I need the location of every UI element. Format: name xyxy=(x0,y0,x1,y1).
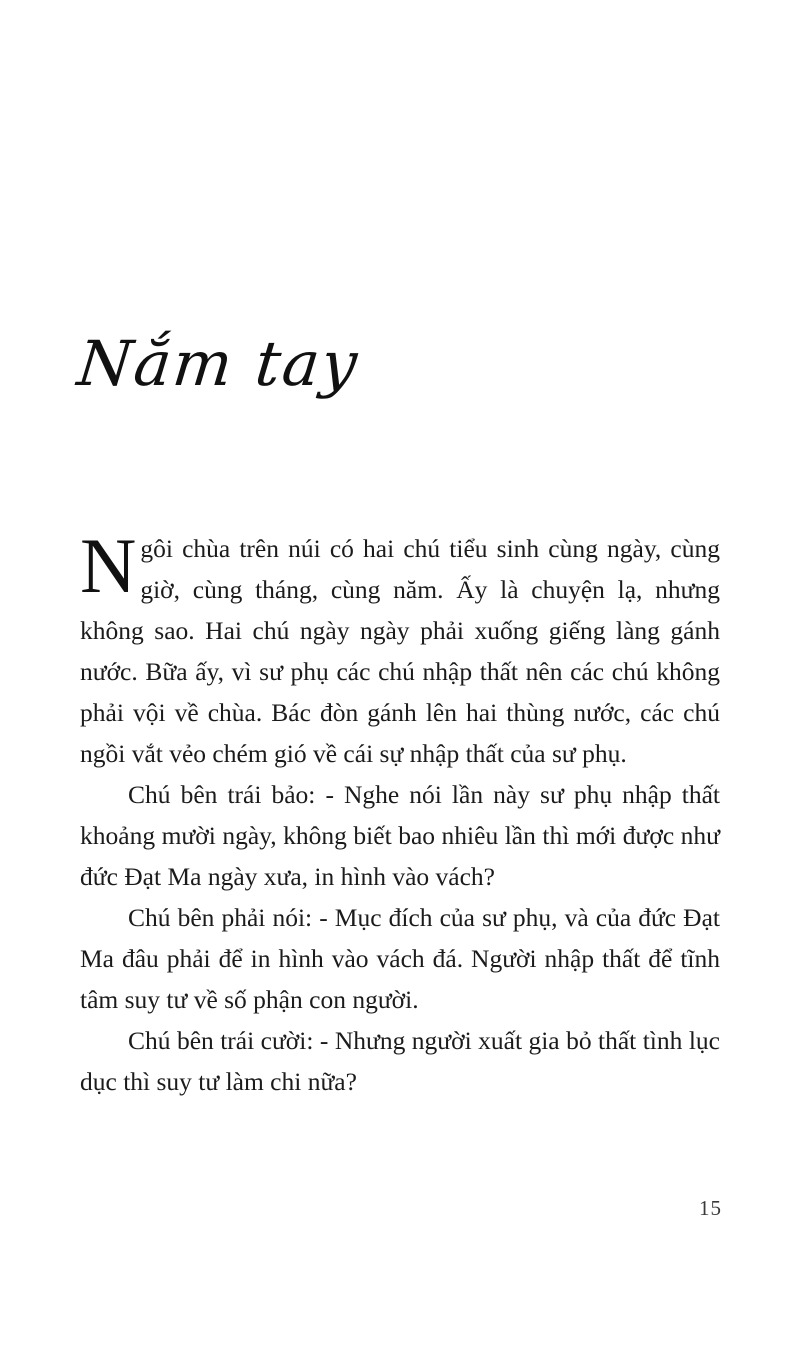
chapter-title: Nắm tay xyxy=(74,327,363,400)
paragraph-3 xyxy=(80,897,720,1020)
paragraph-4 xyxy=(80,1020,720,1102)
paragraph-4-text: Chú bên trái cười: - Nhưng người xuất gia bỏ thất tình lục dục thì suy tư làm chi nữa? xyxy=(80,1026,720,1096)
paragraph-2-text: Chú bên trái bảo: - Nghe nói lần này sư phụ nhập thất khoảng mười ngày, không biết bao nhiêu lần thì mới được như đức Đạt Ma ngày xưa, in hình vào vách? xyxy=(80,780,720,891)
paragraph-2 xyxy=(80,774,720,897)
drop-cap: N xyxy=(80,522,137,609)
body-text-block xyxy=(80,522,720,1102)
paragraph-1 xyxy=(80,522,720,774)
paragraph-1-text: gôi chùa trên núi có hai chú tiểu sinh cùng ngày, cùng giờ, cùng tháng, cùng năm. Ấy là chuyện lạ, nhưng không sao. Hai chú ngày ngày phải xuống giếng làng gánh nước. Bữa ấy, vì sư phụ các chú nhập thất nên các chú không phải vội về chùa. Bác đòn gánh lên hai thùng nước, các chú ngồi vắt vẻo chém gió về cái sự nhập thất của sư phụ. xyxy=(80,534,720,768)
paragraph-3-text: Chú bên phải nói: - Mục đích của sư phụ, và của đức Đạt Ma đâu phải để in hình vào vách đá. Người nhập thất để tĩnh tâm suy tư về số phận con người. xyxy=(80,903,720,1014)
page-number: 15 xyxy=(699,1196,722,1220)
